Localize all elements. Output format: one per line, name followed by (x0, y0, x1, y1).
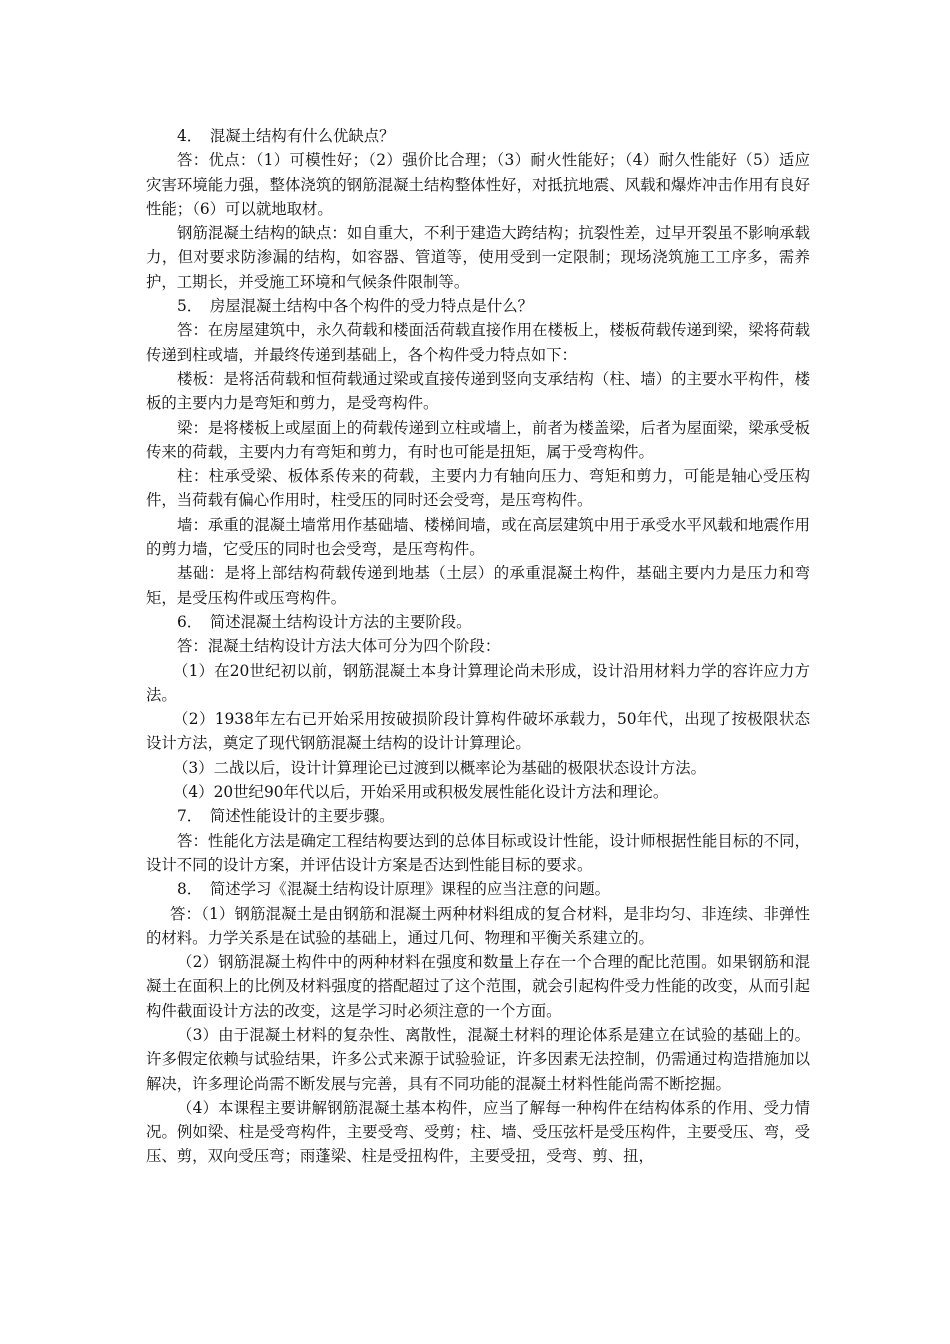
answer-6-stage-2: （2）1938年左右已开始采用按破损阶段计算构件破坏承载力，50年代，出现了按极限状态设计方法，奠定了现代钢筋混凝土结构的设计计算理论。 (146, 710, 810, 753)
answer-4-advantages: 答：优点：（1）可模性好；（2）强价比合理；（3）耐火性能好；（4）耐久性能好（5）适应灾害环境能力强，整体浇筑的钢筋混凝土结构整体性好，对抵抗地震、风载和爆炸冲击作用有良好性能；（6）可以就地取材。 (146, 151, 810, 218)
document-page (146, 124, 810, 1169)
answer-6-stage-3: （3）二战以后，设计计算理论已过渡到以概率论为基础的极限状态设计方法。 (173, 758, 707, 777)
answer-5-beam: 梁：是将楼板上或屋面上的荷载传递到立柱或墙上，前者为楼盖梁，后者为屋面梁，梁承受板传来的荷载，主要内力有弯矩和剪力，有时也可能是扭矩，属于受弯构件。 (146, 418, 810, 461)
question-6-heading: 6． 简述混凝土结构设计方法的主要阶段。 (177, 612, 472, 631)
answer-5-slab: 楼板：是将活荷载和恒荷载通过梁或直接传递到竖向支承结构（柱、墙）的主要水平构件，楼板的主要内力是弯矩和剪力，是受弯构件。 (146, 369, 810, 413)
answer-6-stage-1: （1）在20世纪初以前，钢筋混凝土本身计算理论尚未形成，设计沿用材料力学的容许应力方法。 (146, 661, 810, 704)
question-4-heading: 4． 混凝土结构有什么优缺点？ (177, 127, 395, 145)
question-7-heading: 7． 简述性能设计的主要步骤。 (177, 807, 395, 826)
answer-8-point-3: （3）由于混凝土材料的复杂性、离散性，混凝土材料的理论体系是建立在试验的基础上的。许多假定依赖与试验结果，许多公式来源于试验验证，许多因素无法控制，仍需通过构造措施加以解决，许多理论尚需不断发展与完善，具有不同功能的混凝土材料性能尚需不断挖掘。 (146, 1025, 810, 1093)
answer-6-intro: 答：混凝土结构设计方法大体可分为四个阶段： (177, 637, 501, 656)
answer-7: 答：性能化方法是确定工程结构要达到的总体目标或设计性能，设计师根据性能目标的不同，设计不同的设计方案，并评估设计方案是否达到性能目标的要求。 (146, 831, 810, 874)
question-5-heading: 5． 房屋混凝土结构中各个构件的受力特点是什么？ (177, 297, 534, 316)
answer-8-point-1: 答：（1）钢筋混凝土是由钢筋和混凝土两种材料组成的复合材料，是非均匀、非连续、非弹性的材料。力学关系是在试验的基础上，通过几何、物理和平衡关系建立的。 (146, 904, 810, 947)
answer-5-foundation: 基础：是将上部结构荷载传递到地基（土层）的承重混凝土构件，基础主要内力是压力和弯矩，是受压构件或压弯构件。 (146, 564, 810, 607)
question-8-heading: 8． 简述学习《混凝土结构设计原理》课程的应当注意的问题。 (177, 880, 611, 899)
answer-5-column: 柱：柱承受梁、板体系传来的荷载，主要内力有轴向压力、弯矩和剪力，可能是轴心受压构件，当荷载有偏心作用时，柱受压的同时还会受弯，是压弯构件。 (146, 467, 810, 510)
answer-8-point-4: （4）本课程主要讲解钢筋混凝土基本构件，应当了解每一种构件在结构体系的作用、受力情况。例如梁、柱是受弯构件，主要受弯、受剪；柱、墙、受压弦杆是受压构件，主要受压、弯，受压、剪，双向受压弯；雨蓬梁、柱是受扭构件，主要受扭，受弯、剪、扭， (146, 1098, 810, 1166)
answer-8-point-2: （2）钢筋混凝土构件中的两种材料在强度和数量上存在一个合理的配比范围。如果钢筋和混凝土在面积上的比例及材料强度的搭配超过了这个范围，就会引起构件受力性能的改变，从而引起构件截面设计方法的改变，这是学习时必须注意的一个方面。 (146, 953, 810, 1020)
answer-4-disadvantages: 钢筋混凝土结构的缺点：如自重大，不利于建造大跨结构；抗裂性差，过早开裂虽不影响承载力，但对要求防渗漏的结构，如容器、管道等，使用受到一定限制；现场浇筑施工工序多，需养护，工期长，并受施工环境和气候条件限制等。 (146, 224, 810, 291)
answer-5-wall: 墙：承重的混凝土墙常用作基础墙、楼梯间墙，或在高层建筑中用于承受水平风载和地震作用的剪力墙，它受压的同时也会受弯，是压弯构件。 (146, 515, 810, 559)
answer-5-intro: 答：在房屋建筑中，永久荷载和楼面活荷载直接作用在楼板上，楼板荷载传递到梁，梁将荷载传递到柱或墙，并最终传递到基础上，各个构件受力特点如下： (146, 321, 810, 364)
answer-6-stage-4: （4）20世纪90年代以后，开始采用或积极发展性能化设计方法和理论。 (173, 783, 669, 802)
